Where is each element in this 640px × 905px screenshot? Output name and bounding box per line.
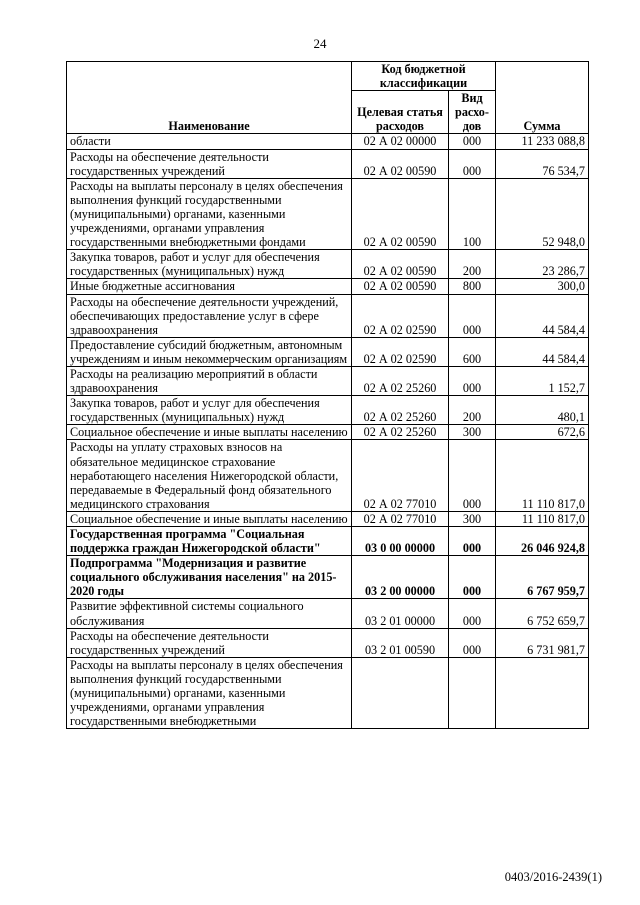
row-name: Расходы на обеспечение деятельности государственных учреждений [67, 628, 352, 657]
header-name: Наименование [67, 62, 352, 134]
row-target-article: 02 А 02 00590 [352, 149, 449, 178]
header-expense-type: Вид расхо-дов [449, 91, 496, 134]
row-name: Расходы на реализацию мероприятий в области здравоохранения [67, 366, 352, 395]
table-body [67, 134, 589, 729]
table-row [67, 440, 589, 511]
table-row [67, 628, 589, 657]
row-target-article: 02 А 02 25260 [352, 396, 449, 425]
row-expense-type: 000 [449, 149, 496, 178]
row-sum: 23 286,7 [496, 250, 589, 279]
row-target-article: 03 2 01 00000 [352, 599, 449, 628]
row-target-article: 02 А 02 77010 [352, 511, 449, 526]
row-target-article: 02 А 02 02590 [352, 294, 449, 337]
row-target-article: 03 0 00 00000 [352, 527, 449, 556]
row-sum: 300,0 [496, 279, 589, 294]
row-name: Расходы на выплаты персоналу в целях обеспечения выполнения функций государственными (муниципальными) органами, казенными учреждениями, органами управления государственными внебюджетными фондами [67, 178, 352, 249]
row-target-article: 02 А 02 25260 [352, 366, 449, 395]
row-sum: 11 233 088,8 [496, 134, 589, 149]
row-sum: 1 152,7 [496, 366, 589, 395]
table-row [67, 337, 589, 366]
page-number: 24 [313, 36, 327, 51]
row-expense-type: 200 [449, 250, 496, 279]
document-code: 0403/2016-2439(1) [504, 870, 602, 884]
row-target-article: 03 2 00 00000 [352, 556, 449, 599]
row-expense-type: 000 [449, 599, 496, 628]
row-target-article: 02 А 02 77010 [352, 440, 449, 511]
table-row [67, 599, 589, 628]
row-name: Предоставление субсидий бюджетным, автономным учреждениям и иным некоммерческим организациям [67, 337, 352, 366]
row-expense-type: 000 [449, 366, 496, 395]
row-name: Подпрограмма "Модернизация и развитие социального обслуживания населения" на 2015-2020 годы [67, 556, 352, 599]
table-row [67, 149, 589, 178]
table-row [67, 396, 589, 425]
row-name: Социальное обеспечение и иные выплаты населению [67, 425, 352, 440]
table-row [67, 134, 589, 149]
row-target-article [352, 657, 449, 728]
row-expense-type: 800 [449, 279, 496, 294]
row-sum: 44 584,4 [496, 294, 589, 337]
row-expense-type: 200 [449, 396, 496, 425]
table-row [67, 294, 589, 337]
row-expense-type: 000 [449, 556, 496, 599]
table-row [67, 527, 589, 556]
row-target-article: 03 2 01 00590 [352, 628, 449, 657]
row-expense-type: 600 [449, 337, 496, 366]
row-expense-type: 300 [449, 511, 496, 526]
row-expense-type: 000 [449, 440, 496, 511]
row-expense-type: 000 [449, 134, 496, 149]
row-target-article: 02 А 02 02590 [352, 337, 449, 366]
header-code-group: Код бюджетной классификации [352, 62, 496, 91]
table-row [67, 511, 589, 526]
row-sum [496, 657, 589, 728]
row-sum: 76 534,7 [496, 149, 589, 178]
row-name: Государственная программа "Социальная поддержка граждан Нижегородской области" [67, 527, 352, 556]
row-expense-type [449, 657, 496, 728]
row-target-article: 02 А 02 00000 [352, 134, 449, 149]
table-row [67, 279, 589, 294]
row-sum: 11 110 817,0 [496, 440, 589, 511]
row-target-article: 02 А 02 00590 [352, 250, 449, 279]
row-name: Расходы на обеспечение деятельности учреждений, обеспечивающих предоставление услуг в сфере здравоохранения [67, 294, 352, 337]
table-row [67, 178, 589, 249]
row-sum: 480,1 [496, 396, 589, 425]
row-expense-type: 000 [449, 628, 496, 657]
row-expense-type: 000 [449, 527, 496, 556]
row-expense-type: 000 [449, 294, 496, 337]
row-name: Закупка товаров, работ и услуг для обеспечения государственных (муниципальных) нужд [67, 396, 352, 425]
row-sum: 6 752 659,7 [496, 599, 589, 628]
row-name: области [67, 134, 352, 149]
row-target-article: 02 А 02 00590 [352, 279, 449, 294]
table-row [67, 250, 589, 279]
row-sum: 44 584,4 [496, 337, 589, 366]
budget-table [66, 61, 589, 729]
row-name: Социальное обеспечение и иные выплаты населению [67, 511, 352, 526]
header-target-article: Целевая статья расходов [352, 91, 449, 134]
row-target-article: 02 А 02 00590 [352, 178, 449, 249]
row-name: Расходы на выплаты персоналу в целях обеспечения выполнения функций государственными (муниципальными) органами, казенными учреждениями, органами управления государственными внебюджетными [67, 657, 352, 728]
row-sum: 6 767 959,7 [496, 556, 589, 599]
table-row [67, 657, 589, 728]
row-expense-type: 100 [449, 178, 496, 249]
header-sum: Сумма [496, 62, 589, 134]
row-name: Расходы на уплату страховых взносов на обязательное медицинское страхование неработающего населения Нижегородской области, передаваемые в Федеральный фонд обязательного медицинского страхования [67, 440, 352, 511]
row-target-article: 02 А 02 25260 [352, 425, 449, 440]
row-expense-type: 300 [449, 425, 496, 440]
row-name: Иные бюджетные ассигнования [67, 279, 352, 294]
table-row [67, 556, 589, 599]
row-name: Закупка товаров, работ и услуг для обеспечения государственных (муниципальных) нужд [67, 250, 352, 279]
row-name: Расходы на обеспечение деятельности государственных учреждений [67, 149, 352, 178]
table-row [67, 366, 589, 395]
row-sum: 672,6 [496, 425, 589, 440]
row-sum: 52 948,0 [496, 178, 589, 249]
row-sum: 11 110 817,0 [496, 511, 589, 526]
row-sum: 6 731 981,7 [496, 628, 589, 657]
row-sum: 26 046 924,8 [496, 527, 589, 556]
table-row [67, 425, 589, 440]
row-name: Развитие эффективной системы социального обслуживания [67, 599, 352, 628]
